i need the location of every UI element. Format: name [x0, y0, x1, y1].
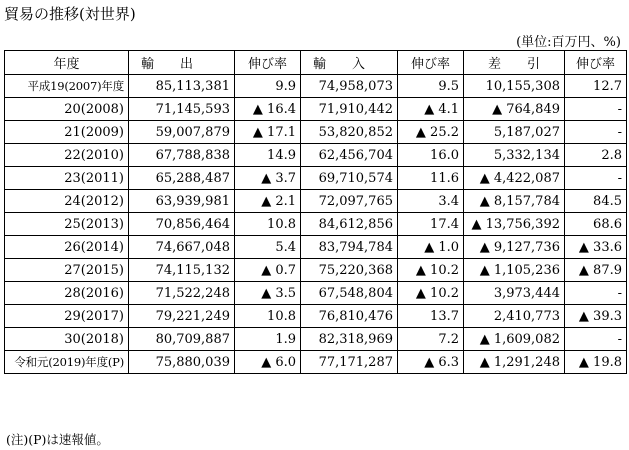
trade-table [4, 50, 627, 374]
balance-growth-cell: - [565, 167, 627, 190]
balance-cell: 2,410,773 [464, 305, 565, 328]
exports-growth-cell: 10.8 [235, 213, 301, 236]
fiscal-year-cell: 28(2016) [5, 282, 129, 305]
exports-cell: 63,939,981 [129, 190, 235, 213]
imports-growth-cell: ▲ 1.0 [398, 236, 464, 259]
imports-cell: 83,794,784 [301, 236, 398, 259]
imports-cell: 76,810,476 [301, 305, 398, 328]
exports-growth-cell: 14.9 [235, 144, 301, 167]
table-row [5, 98, 627, 121]
balance-growth-cell: ▲ 87.9 [565, 259, 627, 282]
header-exports-growth: 伸び率 [235, 51, 301, 75]
fiscal-year-cell: 23(2011) [5, 167, 129, 190]
balance-cell: ▲ 764,849 [464, 98, 565, 121]
balance-growth-cell: ▲ 33.6 [565, 236, 627, 259]
exports-cell: 85,113,381 [129, 75, 235, 98]
imports-cell: 69,710,574 [301, 167, 398, 190]
balance-cell: 3,973,444 [464, 282, 565, 305]
balance-cell: 10,155,308 [464, 75, 565, 98]
imports-cell: 82,318,969 [301, 328, 398, 351]
table-row [5, 259, 627, 282]
imports-growth-cell: ▲ 6.3 [398, 351, 464, 374]
exports-cell: 74,667,048 [129, 236, 235, 259]
balance-cell: ▲ 8,157,784 [464, 190, 565, 213]
table-row [5, 213, 627, 236]
exports-growth-cell: ▲ 6.0 [235, 351, 301, 374]
balance-cell: ▲ 1,609,082 [464, 328, 565, 351]
exports-growth-cell: 10.8 [235, 305, 301, 328]
exports-growth-cell: ▲ 17.1 [235, 121, 301, 144]
imports-growth-cell: ▲ 10.2 [398, 282, 464, 305]
balance-growth-cell: - [565, 328, 627, 351]
imports-cell: 77,171,287 [301, 351, 398, 374]
header-imports-growth: 伸び率 [398, 51, 464, 75]
imports-cell: 72,097,765 [301, 190, 398, 213]
imports-cell: 62,456,704 [301, 144, 398, 167]
imports-growth-cell: 7.2 [398, 328, 464, 351]
fiscal-year-cell: 27(2015) [5, 259, 129, 282]
imports-cell: 74,958,073 [301, 75, 398, 98]
exports-cell: 65,288,487 [129, 167, 235, 190]
imports-cell: 84,612,856 [301, 213, 398, 236]
exports-growth-cell: 1.9 [235, 328, 301, 351]
fiscal-year-cell: 24(2012) [5, 190, 129, 213]
exports-cell: 71,145,593 [129, 98, 235, 121]
balance-cell: ▲ 9,127,736 [464, 236, 565, 259]
exports-cell: 70,856,464 [129, 213, 235, 236]
balance-growth-cell: 2.8 [565, 144, 627, 167]
balance-cell: 5,187,027 [464, 121, 565, 144]
fiscal-year-cell: 29(2017) [5, 305, 129, 328]
imports-growth-cell: ▲ 25.2 [398, 121, 464, 144]
balance-cell: ▲ 1,105,236 [464, 259, 565, 282]
fiscal-year-cell: 25(2013) [5, 213, 129, 236]
balance-growth-cell: - [565, 282, 627, 305]
exports-cell: 75,880,039 [129, 351, 235, 374]
fiscal-year-cell: 30(2018) [5, 328, 129, 351]
balance-growth-cell: ▲ 19.8 [565, 351, 627, 374]
table-row [5, 282, 627, 305]
exports-cell: 79,221,249 [129, 305, 235, 328]
balance-growth-cell: 68.6 [565, 213, 627, 236]
table-row [5, 328, 627, 351]
exports-cell: 67,788,838 [129, 144, 235, 167]
balance-growth-cell: - [565, 98, 627, 121]
table-row [5, 75, 627, 98]
table-row [5, 144, 627, 167]
exports-cell: 74,115,132 [129, 259, 235, 282]
exports-growth-cell: ▲ 3.5 [235, 282, 301, 305]
exports-cell: 71,522,248 [129, 282, 235, 305]
balance-cell: ▲ 1,291,248 [464, 351, 565, 374]
imports-growth-cell: 13.7 [398, 305, 464, 328]
imports-cell: 53,820,852 [301, 121, 398, 144]
exports-cell: 59,007,879 [129, 121, 235, 144]
exports-cell: 80,709,887 [129, 328, 235, 351]
balance-cell: ▲ 4,422,087 [464, 167, 565, 190]
unit-label: (単位:百万円、%) [516, 35, 621, 50]
imports-cell: 71,910,442 [301, 98, 398, 121]
table-row [5, 167, 627, 190]
exports-growth-cell: 9.9 [235, 75, 301, 98]
imports-growth-cell: ▲ 10.2 [398, 259, 464, 282]
table-row [5, 305, 627, 328]
table-row [5, 351, 627, 374]
fiscal-year-cell: 22(2010) [5, 144, 129, 167]
page-title: 貿易の推移(対世界) [4, 5, 136, 23]
fiscal-year-cell: 平成19(2007)年度 [5, 75, 129, 98]
exports-growth-cell: ▲ 2.1 [235, 190, 301, 213]
exports-growth-cell: ▲ 0.7 [235, 259, 301, 282]
fiscal-year-cell: 21(2009) [5, 121, 129, 144]
table-row [5, 121, 627, 144]
imports-growth-cell: 17.4 [398, 213, 464, 236]
exports-growth-cell: ▲ 3.7 [235, 167, 301, 190]
balance-cell: ▲ 13,756,392 [464, 213, 565, 236]
imports-growth-cell: ▲ 4.1 [398, 98, 464, 121]
table-row [5, 236, 627, 259]
header-imports: 輸 入 [301, 51, 398, 75]
balance-growth-cell: 12.7 [565, 75, 627, 98]
header-exports: 輸 出 [129, 51, 235, 75]
header-fiscal-year: 年度 [5, 51, 129, 75]
header-balance-growth: 伸び率 [565, 51, 627, 75]
table-body [5, 75, 627, 374]
imports-growth-cell: 9.5 [398, 75, 464, 98]
exports-growth-cell: ▲ 16.4 [235, 98, 301, 121]
balance-cell: 5,332,134 [464, 144, 565, 167]
imports-cell: 67,548,804 [301, 282, 398, 305]
fiscal-year-cell: 20(2008) [5, 98, 129, 121]
header-balance: 差 引 [464, 51, 565, 75]
fiscal-year-cell: 令和元(2019)年度(P) [5, 351, 129, 374]
imports-growth-cell: 11.6 [398, 167, 464, 190]
imports-cell: 75,220,368 [301, 259, 398, 282]
balance-growth-cell: - [565, 121, 627, 144]
imports-growth-cell: 16.0 [398, 144, 464, 167]
exports-growth-cell: 5.4 [235, 236, 301, 259]
balance-growth-cell: 84.5 [565, 190, 627, 213]
fiscal-year-cell: 26(2014) [5, 236, 129, 259]
balance-growth-cell: ▲ 39.3 [565, 305, 627, 328]
header-row [5, 51, 627, 75]
footnote: (注)(P)は速報値。 [6, 432, 109, 447]
table-row [5, 190, 627, 213]
imports-growth-cell: 3.4 [398, 190, 464, 213]
